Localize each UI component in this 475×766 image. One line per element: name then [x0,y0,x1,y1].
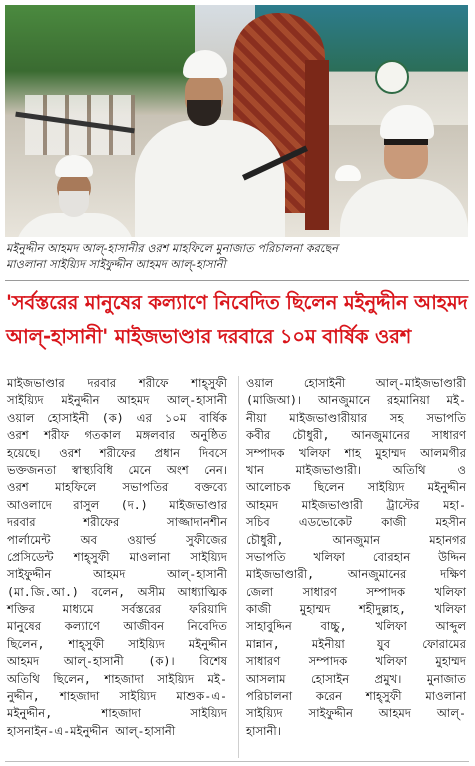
article-line: খান মাইজভাণ্ডারী। অতিথি ও [246,462,466,477]
caption-line-1: মইনুদ্দীন আহমদ আল্-হাসানীর ওরশ মাহফিলে মুনাজাত পরিচালনা করছেন [6,242,338,255]
headline-line-2: আল্-হাসানী' মাইজভাণ্ডার দরবারে ১০ম বার্ষিক ওরশ [6,325,412,348]
article-line: ওয়াল হোসাইনী আল্-মাইজভাণ্ডারী [246,376,466,390]
article-line: পার্লামেন্ট অব ওয়ার্ল্ড সুফীজের [7,532,227,547]
article-line: ওরশ মাহফিলে সভাপতির বক্তব্যে [7,480,227,495]
caption-line-2: মাওলানা সাইয়্যিদ সাইফুদ্দীন আহমদ আল্-হাসানী [6,258,226,271]
article-line: শক্তির মাধ্যমে সর্বস্তরের ফরিয়াদি [7,602,227,617]
article-line: সচিব এডভোকেট কাজী মহসীন [246,515,466,530]
article-line: সাহাবুদ্দিন বাচ্চু, খলিফা আব্দুল [246,619,466,634]
young-man-figure [340,105,468,237]
article-line: আহমদ মাইজভাণ্ডারী ট্রাস্টের মহা- [246,497,466,512]
article-line: সম্পাদক খলিফা শাহ মুহাম্মদ আলমগীর [246,445,466,460]
bottom-border [5,761,469,762]
article-line: চৌধুরী, আনজুমান মহানগর [246,532,466,547]
headline [6,286,470,354]
article-column-left [7,375,227,740]
article-line: সাইয়্যিদ মইনুদ্দীন আহমদ আল্-হাসানী [7,393,227,408]
article-line: মাইজভাণ্ডারী, আনজুমানের দক্ষিণ [246,567,466,582]
article-line: কাজী মুহাম্মদ শহীদুল্লাহ, খলিফা [246,602,466,617]
article-line: ওয়াল হোসাইনী (ক) এর ১০ম বার্ষিক [7,410,227,425]
article-line: সভাপতি খলিফা বোরহান উদ্দিন [246,549,466,564]
elder-figure [15,155,135,237]
article-line: হয়েছে। ওরশ শরীফের প্রধান দিবসে [7,445,227,460]
article-line: আসলাম হোসাইন প্রমুখ। মুনাজাত [246,671,466,686]
article-line: আওলাদে রাসুল (দ.) মাইজভাণ্ডার [7,497,227,512]
article-line: আহমদ আল্-হাসানী (ক)। বিশেষ [7,654,227,669]
article-line: দরবার শরীফের সাজ্জাদানশীন [7,515,227,530]
headline-line-1: 'সর্বস্তরের মানুষের কল্যাণে নিবেদিত ছিলেন মইনুদ্দীন আহমদ [6,291,468,314]
article-line: প্রেসিডেন্ট শাহ্‌সুফী মাওলানা সাইয়্যিদ [7,549,227,564]
article-line: ওরশ শরীফ গতকাল মঙ্গলবার অনুষ্ঠিত [7,428,227,443]
article-line: পরিচালনা করেন শাহ্‌সুফী মাওলানা [246,689,466,704]
article-line: জেলা সাধারণ সম্পাদক খলিফা [246,584,466,599]
article-line: ভক্তজনতা স্বাস্থ্যবিধি মেনে অংশ নেন। [7,462,227,477]
article-line: মান্নান, মইনীয়া যুব ফোরামের [246,636,466,651]
article-line: আলোচক ছিলেন সাইয়্যিদ মইনুদ্দীন [246,480,466,495]
article-line: হাসানী। [246,723,281,738]
article-line: কবীর চৌধুরী, আনজুমানের সাধারণ [246,428,466,443]
article-line: সাইয়্যিদ সাইফুদ্দীন আহমদ আল্- [246,706,466,721]
speaker-figure [135,50,285,237]
chair-post [305,60,329,230]
article-line: সাধারণ সম্পাদক খলিফা মুহাম্মদ [246,654,466,669]
article-line: অতিথি ছিলেন, শাহজাদা সাইয়্যিদ মই- [7,671,227,686]
article-line: নুদ্দীন, শাহজাদা সাইয়্যিদ মাশুক-এ- [7,689,227,704]
article-line: হাসনাইন-এ-মইনুদ্দীন আল্-হাসানী [7,723,176,738]
article-line: (মা.জি.আ.) বলেন, অসীম আধ্যাত্মিক [7,584,227,599]
article-line: সাইফুদ্দীন আহমদ আল্-হাসানী [7,567,227,582]
article-column-right [246,375,466,740]
banner-logo-icon [375,60,409,94]
article-line: মানুষের কল্যাণে আজীবন নিবেদিত [7,619,227,634]
divider [5,280,469,281]
article-line: নীয়া মাইজভাণ্ডারীয়ার সহ সভাপতি [246,410,466,425]
column-divider [238,376,239,758]
article-line: মাইজভাণ্ডার দরবার শরীফে শাহ্‌সুফী [7,376,227,390]
article-line: (মাজিআ)। আনজুমানে রহমানিয়া মই- [246,393,466,408]
photo-caption [6,241,468,273]
event-photo [5,5,468,237]
article-line: ছিলেন, শাহ্‌সুফী সাইয়্যিদ মইনুদ্দীন [7,636,227,651]
article-line: মইনুদ্দীন, শাহজাদা সাইয়্যিদ [7,706,227,721]
